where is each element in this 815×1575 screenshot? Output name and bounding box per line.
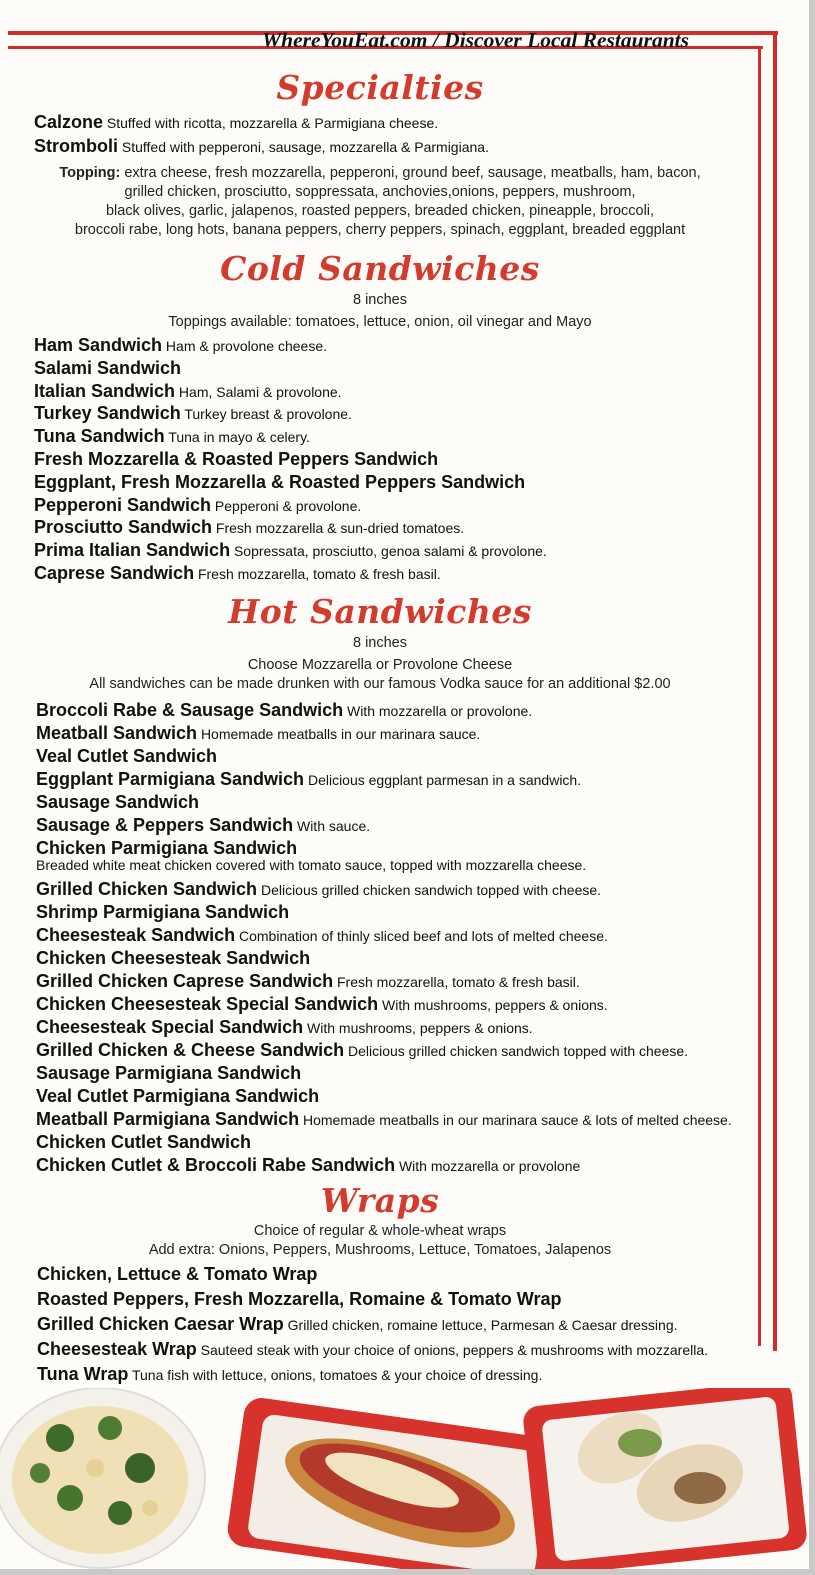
item-desc: Tuna fish with lettuce, onions, tomatoes & your choice of dressing. (131, 1367, 543, 1383)
item-name: Chicken Cutlet & Broccoli Rabe Sandwich (36, 1155, 396, 1175)
menu-item (36, 769, 581, 790)
item-desc: Homemade meatballs in our marinara sauce & lots of melted cheese. (302, 1112, 732, 1128)
menu-item (34, 517, 464, 538)
item-name: Ham Sandwich (34, 335, 163, 355)
item-name: Caprese Sandwich (34, 563, 195, 583)
menu-item (36, 1063, 301, 1084)
menu-item (34, 449, 438, 470)
hot-cheese-note: Choose Mozzarella or Provolone Cheese (247, 657, 513, 673)
item-name: Shrimp Parmigiana Sandwich (36, 902, 290, 922)
chicken-parm-desc: Breaded white meat chicken covered with tomato sauce, topped with mozzarella cheese. (36, 857, 587, 873)
item-name: Veal Cutlet Parmigiana Sandwich (36, 1086, 320, 1106)
item-name: Grilled Chicken & Cheese Sandwich (36, 1040, 345, 1060)
menu-item (36, 838, 297, 859)
item-desc: Grilled chicken, romaine lettuce, Parmesan & Caesar dressing. (287, 1317, 678, 1333)
menu-item (37, 1264, 317, 1285)
item-desc: Tuna in mayo & celery. (168, 429, 310, 446)
item-name: Eggplant Parmigiana Sandwich (36, 769, 305, 789)
menu-item (36, 1155, 580, 1176)
menu-item (36, 1017, 533, 1038)
menu-item (34, 426, 310, 447)
item-name: Sausage & Peppers Sandwich (36, 815, 294, 835)
menu-item (34, 472, 525, 493)
item-desc: Pepperoni & provolone. (214, 497, 362, 514)
menu-item (36, 925, 608, 946)
menu-item (34, 335, 327, 356)
wrap-basket-photo (522, 1388, 808, 1575)
hot-size: 8 inches (352, 635, 407, 651)
menu-item (36, 1109, 732, 1130)
item-name: Chicken Cutlet Sandwich (36, 1132, 252, 1152)
item-name: Sausage Sandwich (36, 792, 200, 812)
toppings-line: broccoli rabe, long hots, banana peppers, cherry peppers, spinach, eggplant, breaded eggplant (74, 222, 686, 238)
wraps-extra: Add extra: Onions, Peppers, Mushrooms, Lettuce, Tomatoes, Jalapenos (148, 1242, 612, 1258)
heading-hot-sandwiches: Hot Sandwiches (228, 592, 532, 631)
toppings-line: black olives, garlic, jalapenos, roasted peppers, breaded chicken, pineapple, broccoli, (105, 203, 655, 219)
menu-item (34, 112, 438, 133)
item-desc: Fresh mozzarella & sun-dried tomatoes. (215, 520, 465, 537)
menu-item (36, 1086, 319, 1107)
menu-item (34, 540, 547, 561)
item-name: Roasted Peppers, Fresh Mozzarella, Romaine & Tomato Wrap (37, 1289, 562, 1309)
item-desc: Turkey breast & provolone. (184, 406, 352, 423)
item-name: Grilled Chicken Caesar Wrap (37, 1314, 284, 1334)
item-name: Prosciutto Sandwich (34, 517, 213, 538)
item-name: Stromboli (34, 136, 118, 156)
menu-item (36, 879, 601, 900)
item-desc: Combination of thinly sliced beef and lots of melted cheese. (238, 928, 608, 944)
item-name: Fresh Mozzarella & Roasted Peppers Sandwich (34, 449, 439, 469)
item-desc: Delicious grilled chicken sandwich topped with cheese. (347, 1043, 689, 1059)
menu-item (36, 815, 370, 836)
menu-item (36, 723, 480, 744)
menu-item (37, 1364, 542, 1385)
item-name: Cheesesteak Sandwich (36, 925, 236, 945)
heading-wraps: Wraps (320, 1181, 440, 1220)
item-desc: Sopressata, prosciutto, genoa salami & provolone. (233, 543, 547, 560)
item-desc: Stuffed with ricotta, mozzarella & Parmigiana cheese. (106, 115, 439, 131)
menu-item (36, 1040, 688, 1061)
item-desc: Ham & provolone cheese. (165, 338, 328, 354)
item-name: Broccoli Rabe & Sausage Sandwich (36, 700, 344, 720)
menu-item (37, 1339, 708, 1360)
hot-vodka-note: All sandwiches can be made drunken with our famous Vodka sauce for an additional $2.00 (89, 676, 671, 692)
item-desc: Ham, Salami & provolone. (178, 383, 342, 400)
site-watermark: WhereYouEat.com / Discover Local Restaurants (262, 28, 690, 52)
food-photos (0, 1388, 815, 1575)
item-desc: Stuffed with pepperoni, sausage, mozzarella & Parmigiana. (121, 139, 489, 155)
menu-item (36, 948, 310, 969)
item-desc: With mozzarella or provolone. (346, 703, 533, 719)
item-name: Tuna Wrap (37, 1364, 129, 1384)
item-desc: Fresh mozzarella, tomato & fresh basil. (337, 974, 580, 990)
menu-item (36, 971, 580, 992)
sandwich-basket-photo (225, 1396, 568, 1575)
menu-item (34, 136, 489, 157)
heading-specialties: Specialties (276, 68, 484, 107)
menu-item (36, 1132, 251, 1153)
item-name: Calzone (34, 112, 104, 132)
item-desc: Homemade meatballs in our marinara sauce. (200, 726, 481, 742)
item-name: Grilled Chicken Sandwich (36, 879, 258, 899)
menu-item (36, 902, 289, 923)
menu-item (34, 563, 441, 584)
menu-item (34, 358, 181, 379)
item-name: Turkey Sandwich (34, 403, 181, 424)
item-desc: With sauce. (296, 818, 371, 834)
cold-toppings: Toppings available: tomatoes, lettuce, onion, oil vinegar and Mayo (168, 314, 592, 330)
item-name: Prima Italian Sandwich (34, 540, 231, 561)
heading-cold-sandwiches: Cold Sandwiches (220, 249, 540, 288)
item-desc: Delicious grilled chicken sandwich topped with cheese. (260, 882, 602, 898)
item-name: Tuna Sandwich (34, 426, 165, 447)
menu-item (34, 403, 352, 424)
item-name: Salami Sandwich (34, 357, 182, 378)
item-name: Grilled Chicken Caprese Sandwich (36, 971, 334, 991)
item-name: Meatball Sandwich (36, 723, 198, 743)
menu-item (36, 792, 199, 813)
toppings-label: Topping: (59, 165, 121, 181)
cold-size: 8 inches (352, 292, 407, 308)
item-name: Pepperoni Sandwich (34, 494, 212, 515)
item-desc: With mozzarella or provolone (398, 1158, 581, 1174)
item-name: Chicken Parmigiana Sandwich (36, 838, 298, 858)
toppings-line: grilled chicken, prosciutto, soppressata, anchovies,onions, peppers, mushroom, (124, 184, 636, 200)
item-desc: Fresh mozzarella, tomato & fresh basil. (197, 566, 441, 582)
menu-item (36, 700, 532, 721)
item-name: Cheesesteak Wrap (37, 1339, 197, 1359)
item-name: Sausage Parmigiana Sandwich (36, 1063, 302, 1083)
item-desc: Delicious eggplant parmesan in a sandwich. (307, 772, 582, 788)
pasta-plate-photo (0, 1388, 205, 1568)
menu-item (37, 1314, 678, 1335)
menu-item (37, 1289, 561, 1310)
item-name: Eggplant, Fresh Mozzarella & Roasted Peppers Sandwich (34, 471, 526, 492)
item-name: Meatball Parmigiana Sandwich (36, 1109, 300, 1129)
menu-item (36, 746, 217, 767)
menu-item (34, 495, 361, 516)
item-name: Italian Sandwich (34, 380, 176, 401)
menu-item (34, 381, 342, 402)
border-line-right-outer (773, 31, 777, 1351)
wraps-choice: Choice of regular & whole-wheat wraps (253, 1223, 507, 1239)
border-line-right-inner (758, 46, 761, 1346)
toppings-line: extra cheese, fresh mozzarella, pepperoni, ground beef, sausage, meatballs, ham, bacon, (124, 165, 701, 181)
item-desc: With mushrooms, peppers & onions. (382, 997, 608, 1013)
toppings-list (40, 164, 720, 240)
item-name: Cheesesteak Special Sandwich (36, 1017, 304, 1037)
item-name: Chicken, Lettuce & Tomato Wrap (37, 1264, 318, 1284)
menu-item (36, 994, 608, 1015)
item-name: Veal Cutlet Sandwich (36, 746, 218, 766)
item-desc: With mushrooms, peppers & onions. (307, 1020, 533, 1036)
item-name: Chicken Cheesesteak Sandwich (36, 948, 311, 968)
item-desc: Sauteed steak with your choice of onions, peppers & mushrooms with mozzarella. (200, 1342, 709, 1358)
item-name: Chicken Cheesesteak Special Sandwich (36, 994, 379, 1014)
